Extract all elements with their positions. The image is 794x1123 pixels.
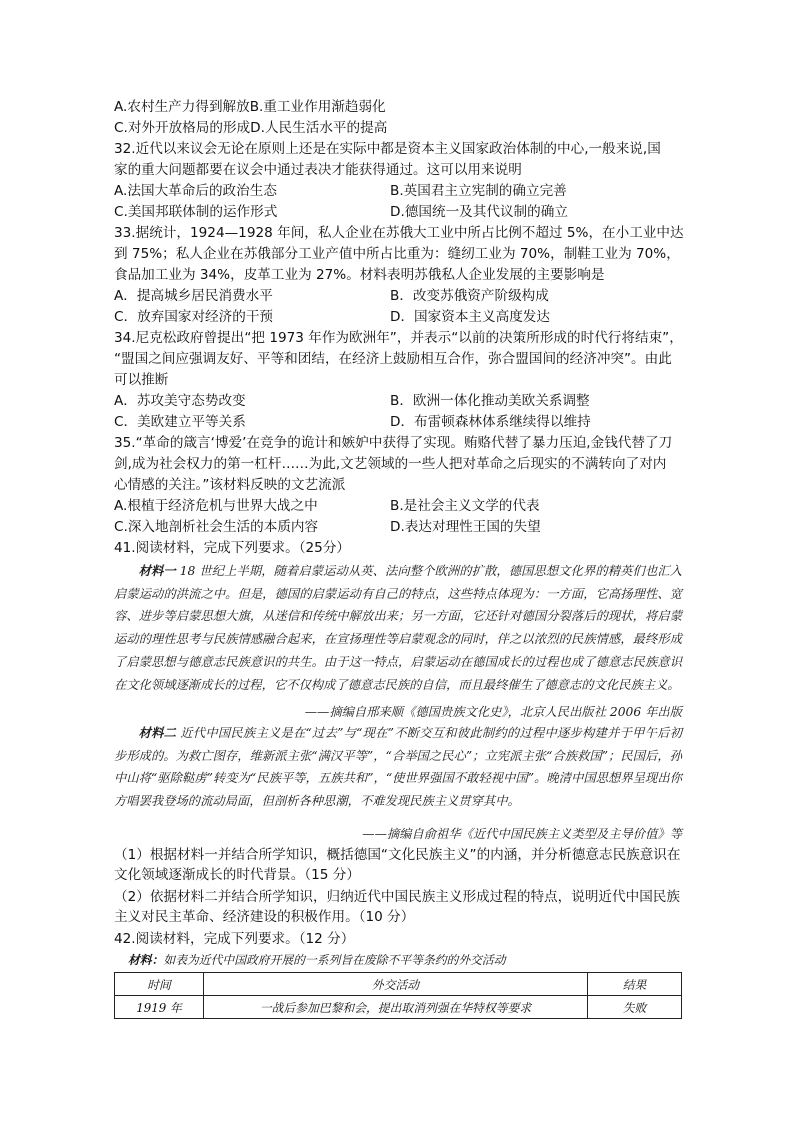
q33-stem-line1: 33.据统计，1924—1928 年间，私人企业在苏俄大工业中所占比例不超过 5%，在小工业中达 (114, 225, 684, 241)
q34-option-d: D．布雷顿森林体系继续得以维持 (390, 414, 591, 430)
q33-option-a: A．提高城乡居民消费水平 (114, 288, 273, 304)
table-cell-activity: 一战后参加巴黎和会，提出取消列强在华特权等要求 (204, 996, 588, 1019)
q41-material-2-text: 近代中国民族主义是在“过去”与“现在”不断交互和彼此制约的过程中逐步构建并于甲午后初步形成的。为救亡图存，维新派主张“满汉平等”，“合举国之民心”；立宪派主张“合族救国”；民国后，孙中山将“驱除鞑虏”转变为“民族平等，五族共和”，“使世界强国不敢轻视中国”。晚清中国思想界呈现出你方唱罢我登场的流动局面，但剖析各种思潮，不难发现民族主义贯穿其中。 (114, 726, 682, 809)
q31-options-ab: A.农村生产力得到解放B.重工业作用渐趋弱化 (114, 99, 386, 115)
q31-options-cd: C.对外开放格局的形成D.人民生活水平的提高 (114, 120, 388, 136)
q41-material-1-source: ——摘编自邢来顺《德国贵族文化史》，北京人民出版社 2006 年出版 (304, 705, 682, 719)
q32-options-row1 (114, 181, 684, 201)
q34-option-b: B．欧洲一体化推动美欧关系调整 (390, 393, 590, 409)
q35-option-d: D.表达对理性王国的失望 (390, 519, 541, 535)
q42-material-intro (128, 950, 506, 970)
q35-options-row1 (114, 496, 684, 516)
q34-option-a: A．苏攻美守态势改变 (114, 393, 246, 409)
q35-option-a: A.根植于经济危机与世界大战之中 (114, 498, 318, 514)
q35-options-row2 (114, 517, 684, 537)
q41-heading: 41.阅读材料，完成下列要求。（25分） (114, 540, 351, 556)
q33-option-d: D．国家资本主义高度发达 (390, 309, 550, 325)
q34-stem-line1: 34.尼克松政府曾提出“把 1973 年作为欧洲年”，并表示“以前的决策所形成的时代行将结束”， (114, 330, 683, 346)
q32-option-b: B.英国君主立宪制的确立完善 (390, 183, 567, 199)
q34-option-c: C．美欧建立平等关系 (114, 414, 246, 430)
q32-options-row2 (114, 202, 684, 222)
q33-option-c: C．放弃国家对经济的干预 (114, 309, 274, 325)
q42-heading: 42.阅读材料，完成下列要求。（12 分） (114, 931, 355, 947)
q41-material-1 (114, 560, 682, 696)
q32-option-a: A.法国大革命后的政治生态 (114, 183, 277, 199)
q42-material-label: 材料： (128, 953, 164, 967)
q33-options-row1 (114, 286, 684, 306)
q32-option-d: D.德国统一及其代议制的确立 (390, 204, 568, 220)
q41-material-2 (114, 722, 682, 813)
q35-option-c: C.深入地剖析社会生活的本质内容 (114, 519, 319, 535)
q34-stem-line3: 可以推断 (114, 372, 169, 388)
q32-option-c: C.美国邦联体制的运作形式 (114, 204, 278, 220)
q32-stem-line2: 家的重大问题都要在议会中通过表决才能获得通过。这可以用来说明 (114, 162, 522, 178)
table-header-result: 结果 (588, 973, 682, 996)
table-header-time: 时间 (115, 973, 204, 996)
q41-material-1-label: 材料一 (138, 563, 176, 578)
table-header-activity: 外交活动 (204, 973, 588, 996)
q42-material-text: 如表为近代中国政府开展的一系列旨在废除不平等条约的外交活动 (163, 953, 506, 967)
q41-material-1-text: 18 世纪上半期，随着启蒙运动从英、法向整个欧洲的扩散，德国思想文化界的精英们也汇入启蒙运动的洪流之中。但是，德国的启蒙运动有自己的特点，这些特点体现为：一方面，它高扬理性、宽容、进步等启蒙思想大旗，从迷信和传统中解放出来；另一方面，它还针对德国分裂落后的现状，将启蒙运动的理性思考与民族情感融合起来，在宣扬理性等启蒙观念的同时，伴之以浓烈的民族情感，最终形成了启蒙思想与德意志民族意识的共生。由于这一特点，启蒙运动在德国成长的过程也成了德意志民族意识在文化领域逐渐成长的过程，它不仅构成了德意志民族的自信，而且最终催生了德意志的文化民族主义。 (114, 564, 682, 692)
q41-requirement-2 (114, 887, 684, 927)
q42-diplomacy-table (114, 972, 682, 1019)
q33-stem-line3: 食品加工业为 34%，皮革工业为 27%。材料表明苏俄私人企业发展的主要影响是 (114, 267, 605, 283)
q33-option-b: B．改变苏俄资产阶级构成 (390, 288, 549, 304)
q33-options-row2 (114, 307, 684, 327)
table-cell-result: 失败 (588, 996, 682, 1019)
table-header-row (115, 973, 682, 996)
q35-option-b: B.是社会主义文学的代表 (390, 498, 540, 514)
q41-material-2-source: ——摘编自俞祖华《近代中国民族主义类型及主导价值》等 (362, 827, 682, 841)
q35-stem-line3: 心情感的关注。”该材料反映的文艺流派 (114, 477, 346, 493)
q41-requirement-1-text: （1）根据材料一并结合所学知识，概括德国“文化民族主义”的内涵，并分析德意志民族意识在文化领域逐渐成长的时代背景。（15 分） (114, 847, 681, 883)
q34-options-row1 (114, 391, 684, 411)
q35-stem-line1: 35.“革命的箴言‘博爱’在竞争的诡计和嫉妒中获得了实现。贿赂代替了暴力压迫,金钱代替了刀 (114, 435, 673, 451)
q41-requirement-1 (114, 845, 684, 885)
q34-options-row2 (114, 412, 684, 432)
q41-material-2-label: 材料二 (138, 725, 177, 740)
q41-requirement-2-text: （2）依据材料二并结合所学知识，归纳近代中国民族主义形成过程的特点，说明近代中国民族主义对民主革命、经济建设的积极作用。（10 分） (114, 889, 680, 925)
table-cell-time: 1919 年 (115, 996, 204, 1019)
q33-stem-line2: 到 75%；私人企业在苏俄部分工业产值中所占比重为：缝纫工业为 70%，制鞋工业为 70%， (114, 246, 680, 262)
table-row (115, 996, 682, 1019)
q32-stem-line1: 32.近代以来议会无论在原则上还是在实际中都是资本主义国家政治体制的中心,一般来说,国 (114, 141, 661, 157)
q34-stem-line2: “盟国之间应强调友好、平等和团结，在经济上鼓励相互合作，弥合盟国间的经济冲突”。由此 (114, 351, 672, 367)
q35-stem-line2: 剑,成为社会权力的第一杠杆……为此,文艺领域的一些人把对革命之后现实的不满转向了对内 (114, 456, 667, 472)
